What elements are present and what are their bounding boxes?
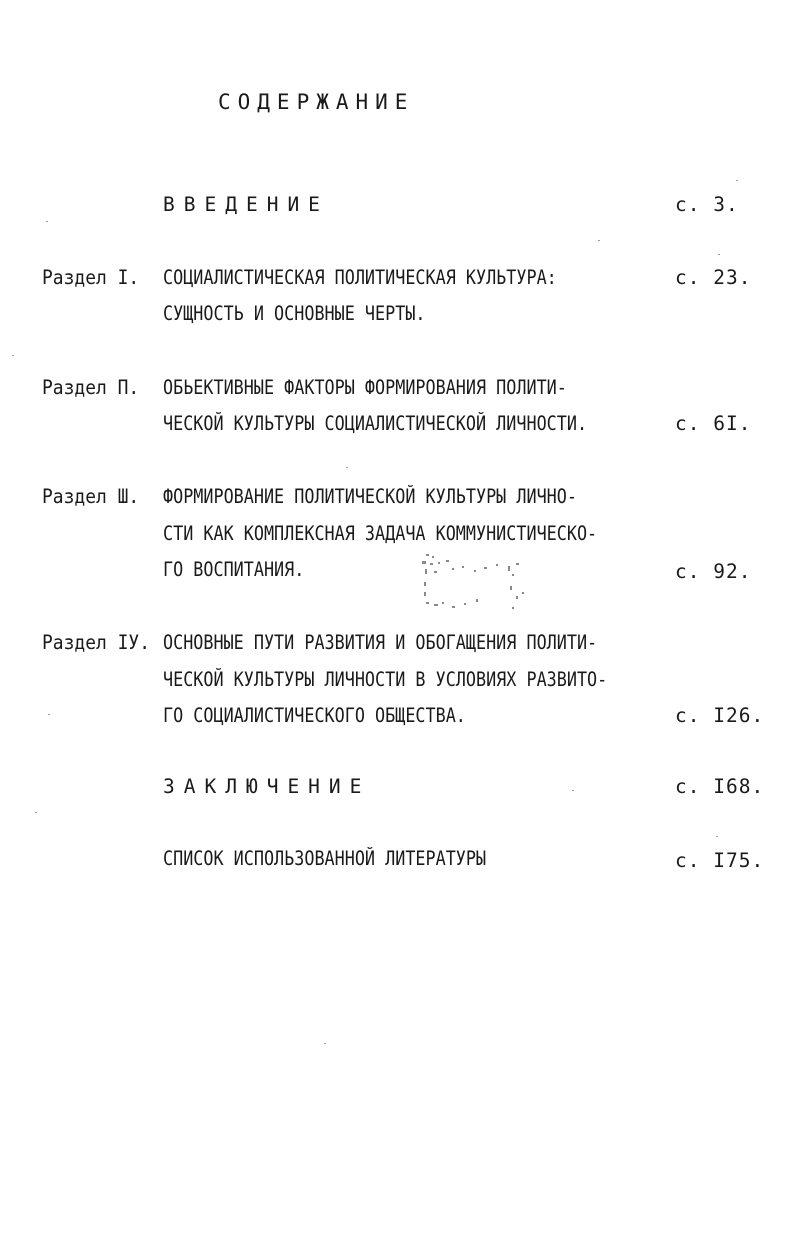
toc-section-3-title-line-2: СТИ КАК КОМПЛЕКСНАЯ ЗАДАЧА КОММУНИСТИЧЕСКО- — [163, 522, 598, 545]
scan-speck — [718, 254, 720, 255]
toc-section-4-title-line-2: ЧЕСКОЙ КУЛЬТУРЫ ЛИЧНОСТИ В УСЛОВИЯХ РАЗВИТО- — [163, 668, 608, 691]
scan-speck — [12, 355, 14, 356]
toc-section-2-title-line-1: ОБЬЕКТИВНЫЕ ФАКТОРЫ ФОРМИРОВАНИЯ ПОЛИТИ- — [163, 376, 567, 399]
toc-section-3-title-line-3: ГО ВОСПИТАНИЯ. — [163, 558, 305, 581]
toc-section-4-title-line-1: ОСНОВНЫЕ ПУТИ РАЗВИТИЯ И ОБОГАЩЕНИЯ ПОЛИТИ- — [163, 631, 598, 654]
scan-speck — [346, 467, 348, 468]
toc-section-2-label: Раздел П. — [42, 376, 140, 399]
toc-entry-introduction-title: ВВЕДЕНИЕ — [163, 193, 329, 216]
toc-section-4-title-line-3: ГО СОЦИАЛИСТИЧЕСКОГО ОБЩЕСТВА. — [163, 704, 466, 727]
toc-entry-bibliography-title: СПИСОК ИСПОЛЬЗОВАННОЙ ЛИТЕРАТУРЫ — [163, 847, 487, 870]
toc-section-2-page: с. 6I. — [675, 412, 752, 435]
scan-speck — [35, 812, 37, 813]
library-stamp-mark — [412, 552, 532, 618]
scan-speck — [324, 1043, 326, 1044]
scan-speck — [572, 790, 574, 791]
toc-entry-bibliography-page: с. I75. — [675, 849, 765, 872]
scan-speck — [736, 180, 738, 181]
toc-section-2-title-line-2: ЧЕСКОЙ КУЛЬТУРЫ СОЦИАЛИСТИЧЕСКОЙ ЛИЧНОСТИ. — [163, 412, 588, 435]
toc-section-3-page: с. 92. — [675, 560, 752, 583]
scan-speck — [716, 836, 718, 837]
toc-section-1-title-line-2: СУЩНОСТЬ И ОСНОВНЫЕ ЧЕРТЫ. — [163, 302, 426, 325]
scan-speck — [598, 240, 600, 241]
page-title: СОДЕРЖАНИЕ — [218, 90, 415, 114]
toc-section-3-label: Раздел Ш. — [42, 485, 140, 508]
toc-entry-conclusion-title: ЗАКЛЮЧЕНИЕ — [163, 775, 371, 798]
toc-section-1-label: Раздел I. — [42, 266, 140, 289]
toc-section-1-page: с. 23. — [675, 266, 752, 289]
toc-entry-conclusion-page: с. I68. — [675, 775, 765, 798]
toc-section-1-title-line-1: СОЦИАЛИСТИЧЕСКАЯ ПОЛИТИЧЕСКАЯ КУЛЬТУРА: — [163, 266, 557, 289]
scan-speck — [46, 221, 48, 222]
toc-entry-introduction-page: с. 3. — [675, 193, 739, 216]
scan-speck — [48, 714, 50, 715]
toc-section-3-title-line-1: ФОРМИРОВАНИЕ ПОЛИТИЧЕСКОЙ КУЛЬТУРЫ ЛИЧНО- — [163, 485, 577, 508]
toc-section-4-page: с. I26. — [675, 704, 765, 727]
toc-section-4-label: Раздел IУ. — [42, 631, 151, 654]
